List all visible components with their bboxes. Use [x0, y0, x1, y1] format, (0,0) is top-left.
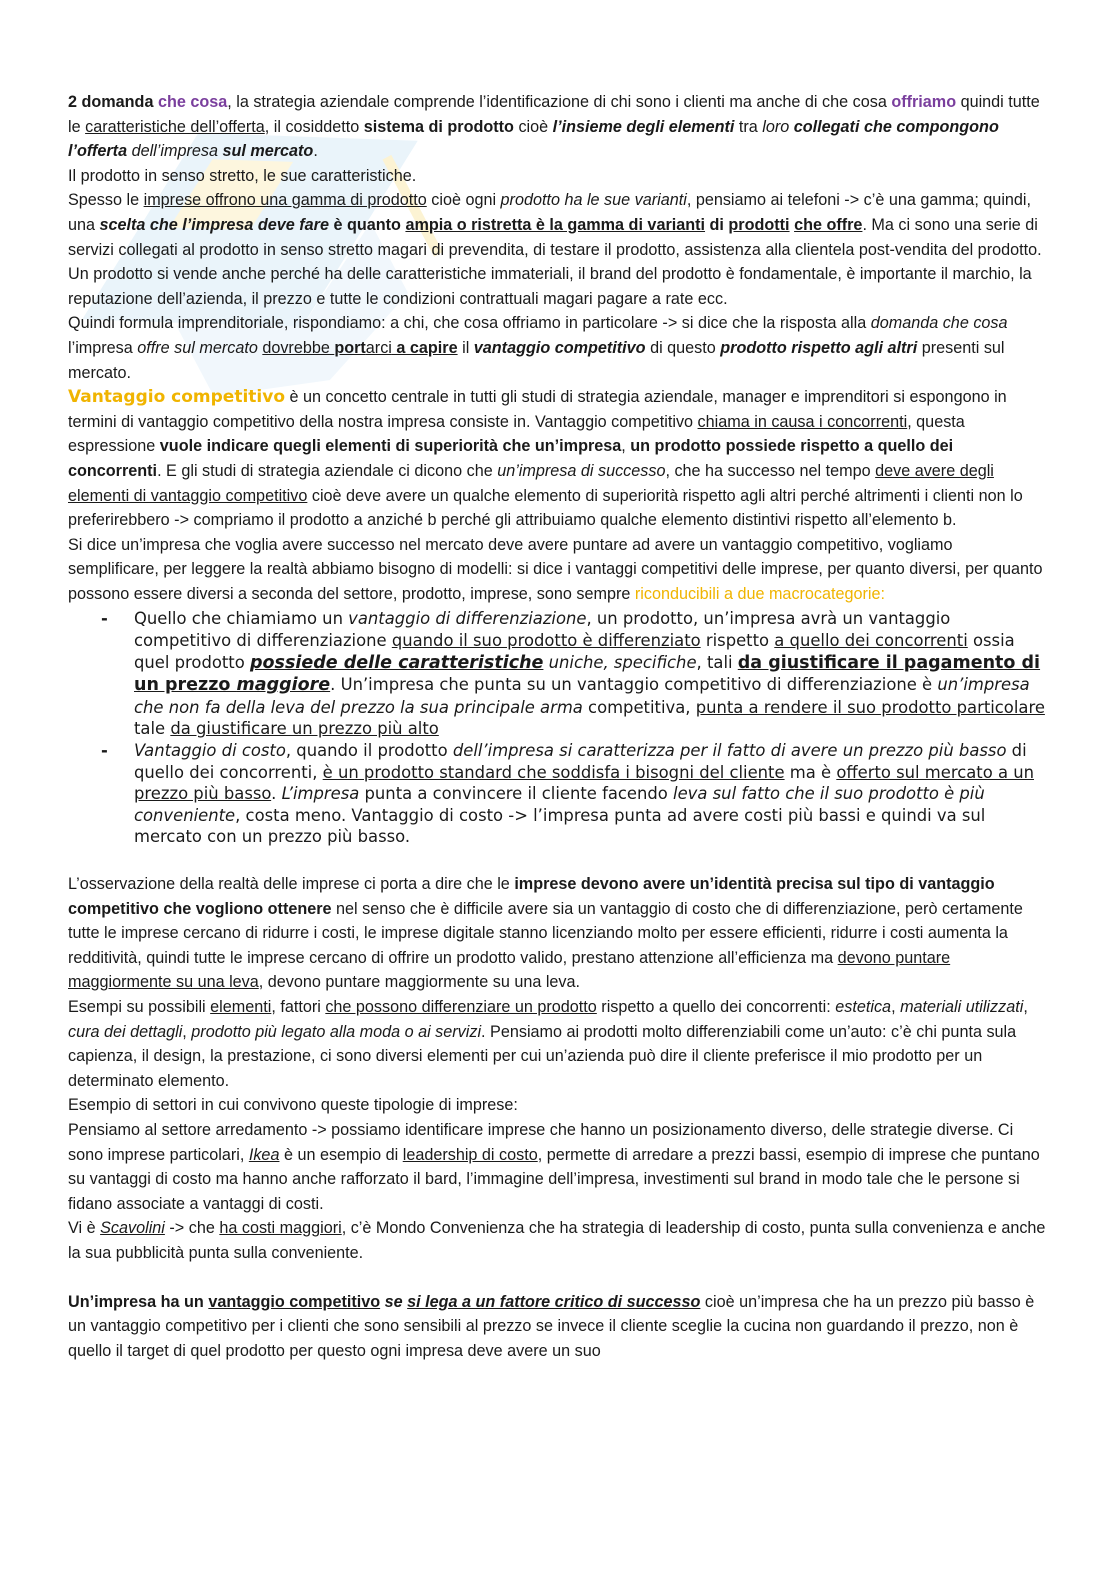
paragraph-fattore-critico: Un’impresa ha un vantaggio competitivo se si lega a un fattore critico di successo cioè un’impresa che ha un prezzo più basso è un vantaggio competitivo per i clienti che sono sensibili al prezzo se invece il cliente sceglie la cucina non guardando il prezzo, non è quello il target di quel prodotto per questo ogni impresa deve avere un suo — [68, 1292, 1035, 1360]
list-dash: - — [101, 609, 108, 629]
list-item-costo: - Vantaggio di costo, quando il prodotto dell’impresa si caratterizza per il fatto di avere un prezzo più basso di quello dei concorrenti, è un prodotto standard che soddisfa i bisogni del cliente ma è offerto sul mercato a un prezzo più basso. L’impresa punta a convincere il cliente facendo leva sul fatto che il suo prodotto è più conveniente, costa meno. Vantaggio di costo -> l’impresa punta ad avere costi più bassi e quindi va sul mercato con un prezzo più basso. — [101, 741, 1034, 847]
paragraph-macrocategorie: Si dice un’impresa che voglia avere successo nel mercato deve avere puntare ad avere un vantaggio competitivo, vogliamo semplificare, per leggere la realtà abbiamo bisogno di modelli: si dice i vantaggi competitivi delle imprese, per quanto diversi, per quanto possono essere diversi a seconda del settore, prodotto, imprese, sono sempre riconducibili a due macrocategorie: — [68, 535, 1043, 603]
list-dash: - — [101, 741, 108, 761]
paragraph-prodotto-senso-stretto: Il prodotto in senso stretto, le sue caratteristiche. — [68, 166, 417, 185]
paragraph-scavolini: Vi è Scavolini -> che ha costi maggiori, c’è Mondo Convenienza che ha strategia di leadership di costo, punta sulla convenienza e anche la sua pubblicità punta sulla conveniente. — [68, 1219, 1046, 1262]
paragraph-esempio-settori: Esempio di settori in cui convivono queste tipologie di imprese: — [68, 1096, 518, 1115]
paragraph-formula-imprenditoriale: Quindi formula imprenditoriale, rispondiamo: a chi, che cosa offriamo in particolare -> si dice che la risposta alla domanda che cosa l’impresa offre sul mercato dovrebbe portarci a capire il vantaggio competitivo di questo prodotto rispetto agli altri presenti sul mercato. — [68, 314, 1008, 382]
paragraph-esempi-differenziazione: Esempi su possibili elementi, fattori che possono differenziare un prodotto rispetto a quello dei concorrenti: estetica, materiali utilizzati, cura dei dettagli, prodotto più legato alla moda o ai servizi. Pensiamo ai prodotti molto differenziabili come un’auto: c’è chi punta sula capienza, il design, la prestazione, ci sono diversi elementi per cui un’azienda può dire il cliente preferisce il mio prodotto per un determinato elemento. — [68, 997, 1028, 1090]
paragraph-sistema-di-prodotto: 2 domanda che cosa, la strategia aziendale comprende l’identificazione di chi sono i clienti ma anche di che cosa offriamo quindi tutte le caratteristiche dell’offerta, il cosiddetto sistema di prodotto cioè l’insieme degli elementi tra loro collegati che compongono l’offerta dell’impresa sul mercato. — [68, 93, 1040, 161]
list-item-differenziazione: - Quello che chiamiamo un vantaggio di differenziazione, un prodotto, un’impresa avrà un vantaggio competitivo di differenziazione quando il suo prodotto è differenziato rispetto a quello dei concorrenti ossia quel prodotto possiede delle caratteristiche uniche, specifiche, tali da giustificare il pagamento di un prezzo maggiore. Un’impresa che punta su un vantaggio competitivo di differenziazione è un’impresa che non fa della leva del prezzo la sua principale arma competitiva, punta a rendere il suo prodotto particolare tale da giustificare un prezzo più alto — [101, 609, 1045, 739]
spacer — [68, 848, 1046, 872]
paragraph-identita-impresa: L’osservazione della realtà delle imprese ci porta a dire che le imprese devono avere un’identità precisa sul tipo di vantaggio competitivo che vogliono ottenere nel senso che è difficile avere sia un vantaggio di costo che di differenziazione, però certamente tutte le imprese cercano di ridurre i costi, le imprese digitale stanno licenziando molto per essere efficienti, ridurre i costi aumenta la redditività, quindi tutte le imprese cercano di offrire un prodotto valido, prestano attenzione all’efficienza ma devono puntare maggiormente su una leva, devono puntare maggiormente su una leva. — [68, 875, 1023, 992]
paragraph-vantaggio-competitivo: Vantaggio competitivo è un concetto centrale in tutti gli studi di strategia aziendale, manager e imprenditori si espongono in termini di vantaggio competitivo della nostra impresa consiste in. Vantaggio competitivo chiama in causa i concorrenti, questa espressione vuole indicare quegli elementi di superiorità che un’impresa, un prodotto possiede rispetto a quello dei concorrenti. E gli studi di strategia aziendale ci dicono che un’impresa di successo, che ha successo nel tempo deve avere degli elementi di vantaggio competitivo cioè deve avere un qualche elemento di superiorità rispetto agli altri perché altrimenti i clienti non lo preferirebbero -> compriamo il prodotto a anziché b perché gli attribuiamo qualche elemento distintivi rispetto all’elemento b. — [68, 387, 1023, 530]
paragraph-settore-arredamento: Pensiamo al settore arredamento -> possiamo identificare imprese che hanno un posizionamento diverso, delle strategie diverse. Ci sono imprese particolari, Ikea è un esempio di leadership di costo, permette di arredare a prezzi bassi, esempio di imprese che puntano su vantaggi di costo ma hanno anche rafforzato il bard, l’immagine dell’impresa, investimenti sul brand in modo tale che le persone si fidano associate a vantaggi di costi. — [68, 1120, 1040, 1213]
macrocategorie-list — [68, 608, 1046, 848]
paragraph-gamma-di-prodotto: Spesso le imprese offrono una gamma di prodotto cioè ogni prodotto ha le sue varianti, pensiamo ai telefoni -> c’è una gamma; quindi, una scelta che l’impresa deve fare è quanto ampia o ristretta è la gamma di varianti di prodotti che offre. Ma ci sono una serie di servizi collegati al prodotto in senso stretto magari di prevendita, di testare il prodotto, assistenza alla clientela post-vendita del prodotto. Un prodotto si vende anche perché ha delle caratteristiche immateriali, il brand del prodotto è fondamentale, è importante il marchio, la reputazione dell’azienda, il prezzo e tutte le condizioni contrattuali magari pagare a rate ecc. — [68, 191, 1042, 308]
document-body — [68, 90, 1046, 1363]
spacer — [68, 1266, 1046, 1290]
heading-vantaggio-competitivo: Vantaggio competitivo — [68, 387, 285, 408]
